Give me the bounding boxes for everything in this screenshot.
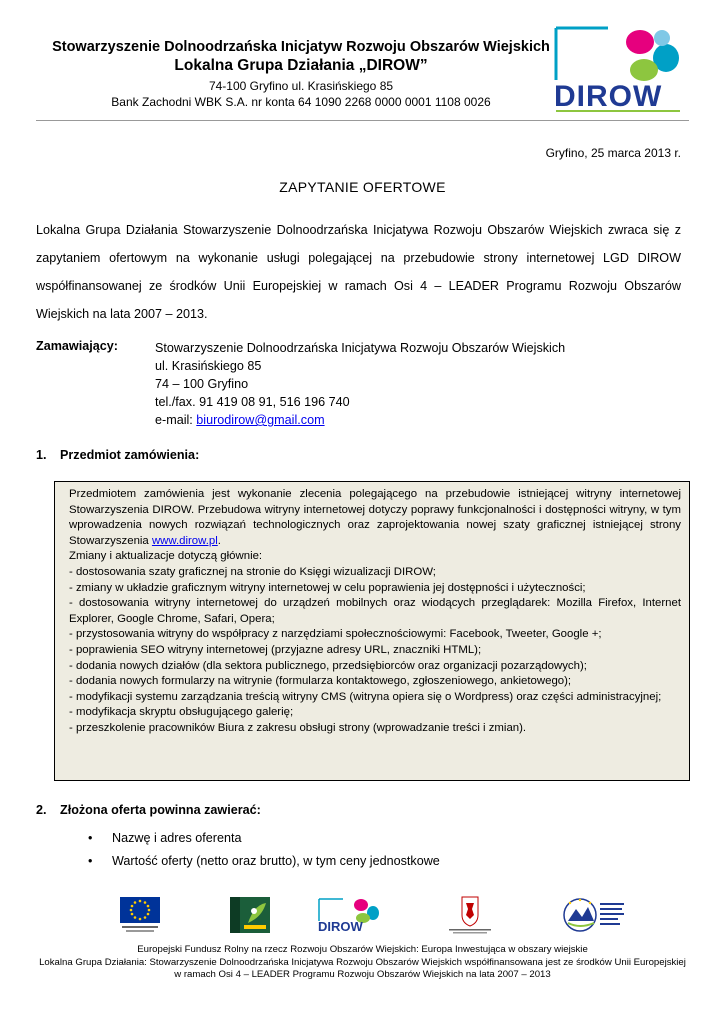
footer-line: Lokalna Grupa Działania: Stowarzyszenie Dolnoodrzańska Inicjatywa Rozwoju Obszarów Wiejskich współfinansowana jest ze środków Unii Europejskiej bbox=[39, 956, 686, 968]
dirow-logo bbox=[548, 18, 688, 116]
website-link[interactable]: www.dirow.pl bbox=[151, 534, 218, 547]
change-item: - zmiany w układzie graficznym witryny internetowej w celu poprawienia jej dostępności i użyteczności; bbox=[69, 581, 586, 594]
bullet-icon: • bbox=[88, 831, 93, 845]
prow-logo-icon bbox=[558, 895, 628, 935]
zamawiajacy-details bbox=[155, 339, 565, 429]
list-item-text: Wartość oferty (netto oraz brutto), w tym ceny jednostkowe bbox=[112, 854, 440, 868]
document-date: Gryfino, 25 marca 2013 r. bbox=[545, 146, 681, 160]
change-item: - modyfikacji systemu zarządzania treścią witryny CMS (witryna opiera się o Wordpress) oraz części administracyjnej; bbox=[69, 690, 662, 703]
zamawiajacy-city: 74 – 100 Gryfino bbox=[155, 377, 249, 391]
zamawiajacy-name: Stowarzyszenie Dolnoodrzańska Inicjatywa Rozwoju Obszarów Wiejskich bbox=[155, 341, 566, 355]
petal-green bbox=[630, 59, 658, 81]
header-divider bbox=[36, 120, 689, 121]
section-1-number: 1. bbox=[36, 448, 47, 462]
intro-paragraph: Lokalna Grupa Działania Stowarzyszenie Dolnoodrzańska Inicjatywa Rozwoju Obszarów Wiejskich zwraca się z zapytaniem ofertowym na wykonanie usługi polegającej na przebudowie strony internetowej LGD DIROW współfinansowanej ze środków Unii Europejskiej w ramach Osi 4 – LEADER Programu Rozwoju Obszarów Wiejskich na lata 2007 – 2013. bbox=[36, 223, 681, 321]
voivodeship-crest-icon bbox=[435, 895, 505, 935]
order-subject-paragraph bbox=[69, 487, 681, 549]
document-title: ZAPYTANIE OFERTOWE bbox=[279, 179, 446, 195]
change-item: - dodania nowych formularzy na witrynie (formularza kontaktowego, zgłoszeniowego, ankietowego); bbox=[69, 675, 572, 688]
zamawiajacy-phone: tel./fax. 91 419 08 91, 516 196 740 bbox=[155, 395, 350, 409]
change-item: - dostosowania szaty graficznej na stronie do Księgi wizualizacji DIROW; bbox=[69, 565, 436, 578]
section-2-heading bbox=[36, 803, 261, 817]
change-item: - dostosowania witryny internetowej do urządzeń mobilnych oraz wiodących przeglądarek: Mozilla Firefox, Internet Explorer, Google Chrome, Safari, Opera; bbox=[69, 597, 681, 625]
footer-line: w ramach Osi 4 – LEADER Programu Rozwoju Obszarów Wiejskich na lata 2007 – 2013 bbox=[174, 969, 551, 980]
list-item bbox=[88, 850, 440, 873]
zamawiajacy-street: ul. Krasińskiego 85 bbox=[155, 359, 262, 373]
list-item-text: Nazwę i adres oferenta bbox=[112, 831, 242, 845]
section-1-title: Przedmiot zamówienia: bbox=[60, 448, 200, 462]
bullet-icon: • bbox=[88, 854, 93, 868]
zamawiajacy-email-line bbox=[155, 411, 565, 429]
zamawiajacy-label: Zamawiający: bbox=[36, 339, 118, 353]
petal-light bbox=[654, 30, 670, 46]
section-2-title: Złożona oferta powinna zawierać: bbox=[60, 803, 261, 817]
dirow-small-wordmark: DIROW bbox=[318, 919, 363, 934]
footer-line: Europejski Fundusz Rolny na rzecz Rozwoju Obszarów Wiejskich: Europa Inwestująca w obszary wiejskie bbox=[137, 944, 588, 955]
email-link[interactable]: biurodirow@gmail.com bbox=[196, 413, 325, 427]
order-subject-end: . bbox=[217, 534, 221, 547]
change-item: - modyfikacja skryptu obsługującego galerię; bbox=[69, 706, 294, 719]
order-subject-box bbox=[54, 481, 690, 781]
org-address: 74-100 Gryfino ul. Krasińskiego 85 bbox=[208, 79, 394, 93]
petal-pink bbox=[626, 30, 654, 54]
order-subject-text: Przedmiotem zamówienia jest wykonanie zlecenia polegającego na przebudowie istniejącej witryny internetowej Stowarzyszenia DIROW. Przebudowa witryny internetowej dotyczy poprawy funkcjonalności i dostępności witryny, w tym wprowadzenia nowych rozwiązań technologicznych oraz zaprojektowania nowej szaty graficznej istniejącej strony Stowarzyszenia bbox=[69, 488, 681, 547]
section-1-heading bbox=[36, 448, 199, 462]
org-name: Stowarzyszenie Dolnoodrzańska Inicjatyw Rozwoju Obszarów Wiejskich bbox=[52, 39, 550, 55]
change-item: - dodania nowych działów (dla sektora publicznego, przedsiębiorców oraz organizacji pozarządowych); bbox=[69, 659, 587, 672]
bank-account: Bank Zachodni WBK S.A. nr konta 64 1090 2268 0000 0001 1108 0026 bbox=[111, 95, 491, 109]
change-item: - przystosowania witryny do współpracy z narzędziami społecznościowymi: Facebook, Tweeter, Google +; bbox=[69, 628, 602, 641]
change-item: - przeszkolenie pracowników Biura z zakresu obsługi strony (wprowadzanie treści i zmian). bbox=[69, 721, 527, 734]
footer-text bbox=[0, 944, 725, 982]
letterhead bbox=[36, 38, 566, 110]
leader-logo-icon bbox=[228, 895, 272, 935]
dirow-small-logo bbox=[315, 895, 385, 935]
dirow-wordmark: DIROW bbox=[554, 80, 663, 113]
change-item: - poprawienia SEO witryny internetowej (przyjazne adresy URL, znaczniki HTML); bbox=[69, 643, 482, 656]
email-label: e-mail: bbox=[155, 413, 197, 427]
section-2-number: 2. bbox=[36, 803, 47, 817]
eu-flag-icon bbox=[116, 895, 164, 935]
list-item bbox=[88, 827, 440, 850]
lgd-name: Lokalna Grupa Działania „DIROW” bbox=[174, 57, 428, 74]
offer-contents-list bbox=[88, 827, 440, 873]
footer-logos bbox=[110, 893, 630, 937]
changes-intro: Zmiany i aktualizacje dotyczą głównie: bbox=[69, 550, 263, 563]
